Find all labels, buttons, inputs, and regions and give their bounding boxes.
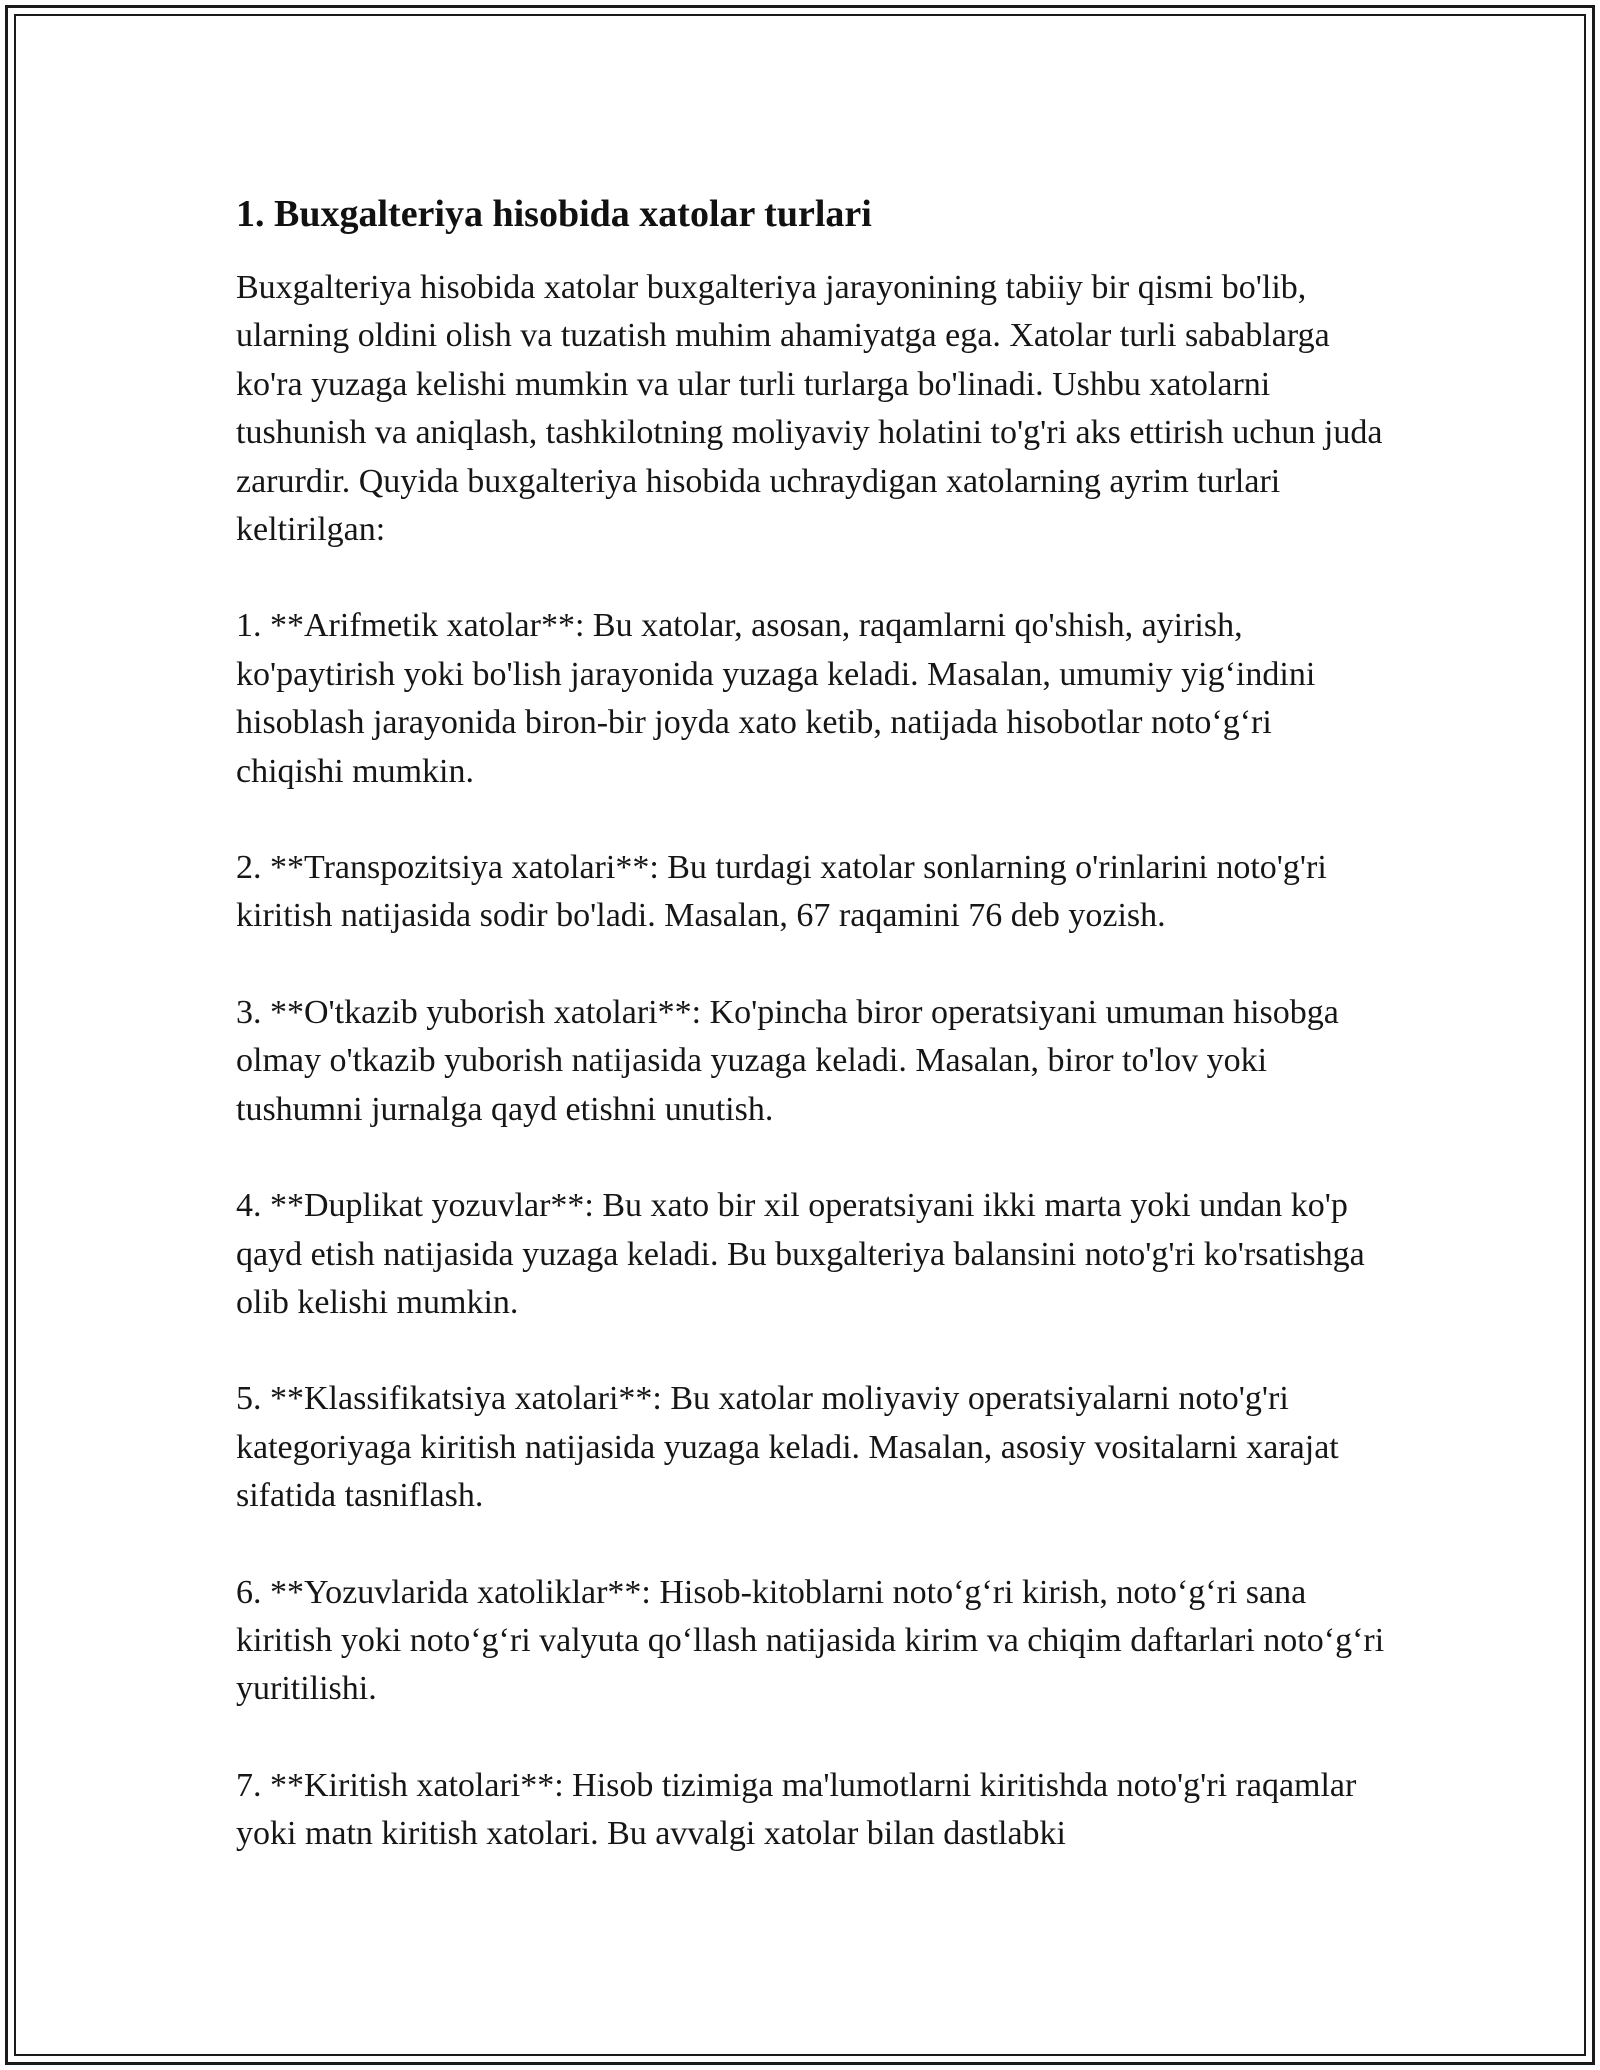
list-item-arifmetik: 1. **Arifmetik xatolar**: Bu xatolar, asosan, raqamlarni qo'shish, ayirish, ko'paytirish yoki bo'lish jarayonida yuzaga keladi. Masalan, umumiy yig‘indini hisoblash jarayonida biron-bir joyda xato ketib, natijada hisobotlar noto‘g‘ri chiqishi mumkin.: [236, 607, 1316, 790]
list-item-transpozitsiya: 2. **Transpozitsiya xatolari**: Bu turdagi xatolar sonlarning o'rinlarini noto'g'ri kiritish natijasida sodir bo'ladi. Masalan, 67 raqamini 76 deb yozish.: [236, 849, 1327, 935]
list-item-klassifikatsiya: 5. **Klassifikatsiya xatolari**: Bu xatolar moliyaviy operatsiyalarni noto'g'ri kategoriyaga kiritish natijasida yuzaga keladi. Masalan, asosiy vositalarni xarajat sifatida tasniflash.: [236, 1380, 1339, 1515]
list-item-otkazib-yuborish: 3. **O'tkazib yuborish xatolari**: Ko'pincha biror operatsiyani umuman hisobga olmay o'tkazib yuborish natijasida yuzaga keladi. Masalan, biror to'lov yoki tushumni jurnalga qayd etishni unutish.: [236, 993, 1339, 1128]
list-item-kiritish: 7. **Kiritish xatolari**: Hisob tizimiga ma'lumotlarni kiritishda noto'g'ri raqamlar yoki matn kiritish xatolari. Bu avvalgi xatolar bilan dastlabki: [236, 1766, 1357, 1853]
list-item-duplikat: 4. **Duplikat yozuvlar**: Bu xato bir xil operatsiyani ikki marta yoki undan ko'p qayd etish natijasida yuzaga keladi. Bu buxgalteriya balansini noto'g'ri ko'rsatishga olib kelishi mumkin.: [236, 1187, 1365, 1321]
section-heading: 1. Buxgalteriya hisobida xatolar turlari: [236, 193, 872, 235]
document-body: [236, 186, 1386, 1907]
list-item-yozuvlarida: 6. **Yozuvlarida xatoliklar**: Hisob-kitoblarni noto‘g‘ri kirish, noto‘g‘ri sana kiritish yoki noto‘g‘ri valyuta qo‘llash natijasida kirim va chiqim daftarlari noto‘g‘ri yuritilishi.: [236, 1573, 1385, 1708]
intro-paragraph: Buxgalteriya hisobida xatolar buxgalteriya jarayonining tabiiy bir qismi bo'lib, ularning oldini olish va tuzatish muhim ahamiyatga ega. Xatolar turli sabablarga ko'ra yuzaga kelishi mumkin va ular turli turlarga bo'linadi. Ushbu xatolarni tushunish va aniqlash, tashkilotning moliyaviy holatini to'g'ri aks ettirish uchun juda zarurdir. Quyida buxgalteriya hisobida uchraydigan xatolarning ayrim turlari keltirilgan:: [236, 269, 1383, 549]
